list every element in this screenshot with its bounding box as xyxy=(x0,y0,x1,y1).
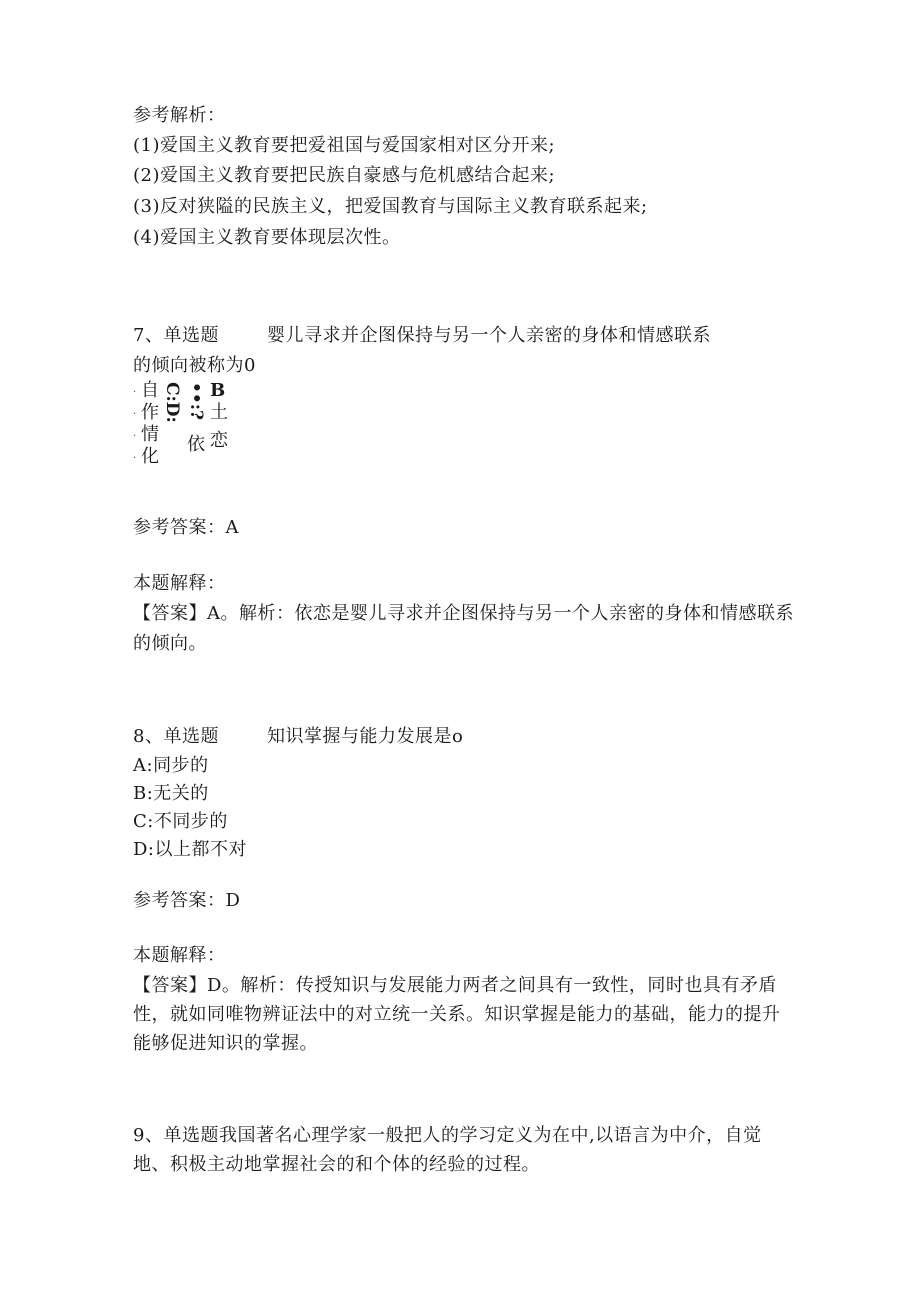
question-8-option-b: B:无关的 xyxy=(133,783,209,804)
question-8-explain: 能够促进知识的掌握。 xyxy=(133,1033,318,1054)
question-7-text: 婴儿寻求并企图保持与另一个人亲密的身体和情感联系 xyxy=(266,325,711,346)
question-7-answer: 参考答案：A xyxy=(133,517,239,538)
option-marker: · xyxy=(133,409,137,420)
question-8-option-a: A:同步的 xyxy=(133,755,209,776)
question-7-number: 7、单选题 xyxy=(133,325,219,346)
option-labels-vertical: C:D: xyxy=(162,382,182,423)
question-8-explain: 【答案】D。解析：传授知识与发展能力两者之间具有一致性，同时也具有矛盾 xyxy=(133,975,777,996)
analysis-point: (2)爱国主义教育要把民族自豪感与危机感结合起来; xyxy=(133,165,556,186)
option-fragment: 情 xyxy=(141,424,159,445)
option-marker: · xyxy=(133,387,137,398)
question-9-stem-cont: 地、积极主动地掌握社会的和个体的经验的过程。 xyxy=(133,1154,540,1175)
question-8-answer: 参考答案：D xyxy=(133,890,241,911)
question-7-explain: 【答案】A。解析：依恋是婴儿寻求并企图保持与另一个人亲密的身体和情感联系 xyxy=(133,603,794,624)
question-8-number: 8、单选题 xyxy=(133,726,219,747)
question-8-option-d: D:以上都不对 xyxy=(133,839,247,860)
option-marks-vertical: ••:? xyxy=(186,382,206,420)
option-fragment: 土 xyxy=(210,402,228,423)
question-8-option-c: C:不同步的 xyxy=(133,811,228,832)
option-fragment: 化 xyxy=(141,446,159,467)
analysis-point: (1)爱国主义教育要把爱祖国与爱国家相对区分开来; xyxy=(133,135,556,156)
option-fragment: B xyxy=(210,380,226,401)
option-fragment: 恋 xyxy=(210,430,228,451)
option-fragment: 自 xyxy=(141,380,159,401)
question-8-text: 知识掌握与能力发展是o xyxy=(266,726,464,747)
question-8-explain-heading: 本题解释： xyxy=(133,945,226,966)
question-8-explain: 性，就如同唯物辨证法中的对立统一关系。知识掌握是能力的基础，能力的提升 xyxy=(133,1004,781,1025)
option-fragment: 依 xyxy=(187,434,205,455)
analysis-heading: 参考解析： xyxy=(133,105,226,126)
analysis-point: (3)反对狭隘的民族主义，把爱国教育与国际主义教育联系起来; xyxy=(133,196,648,217)
option-marker: · xyxy=(133,431,137,442)
analysis-point: (4)爱国主义教育要体现层次性。 xyxy=(133,227,401,248)
question-7-explain-cont: 的倾向。 xyxy=(133,633,207,654)
option-fragment: 作 xyxy=(141,402,159,423)
question-9-stem: 9、单选题我国著名心理学家一般把人的学习定义为在中,以语言为中介，自觉 xyxy=(133,1125,762,1146)
option-marker: · xyxy=(133,453,137,464)
question-7-stem-cont: 的倾向被称为0 xyxy=(133,355,256,376)
question-7-explain-heading: 本题解释： xyxy=(133,573,226,594)
question-7-stem xyxy=(133,324,711,348)
question-8-stem xyxy=(133,725,463,749)
